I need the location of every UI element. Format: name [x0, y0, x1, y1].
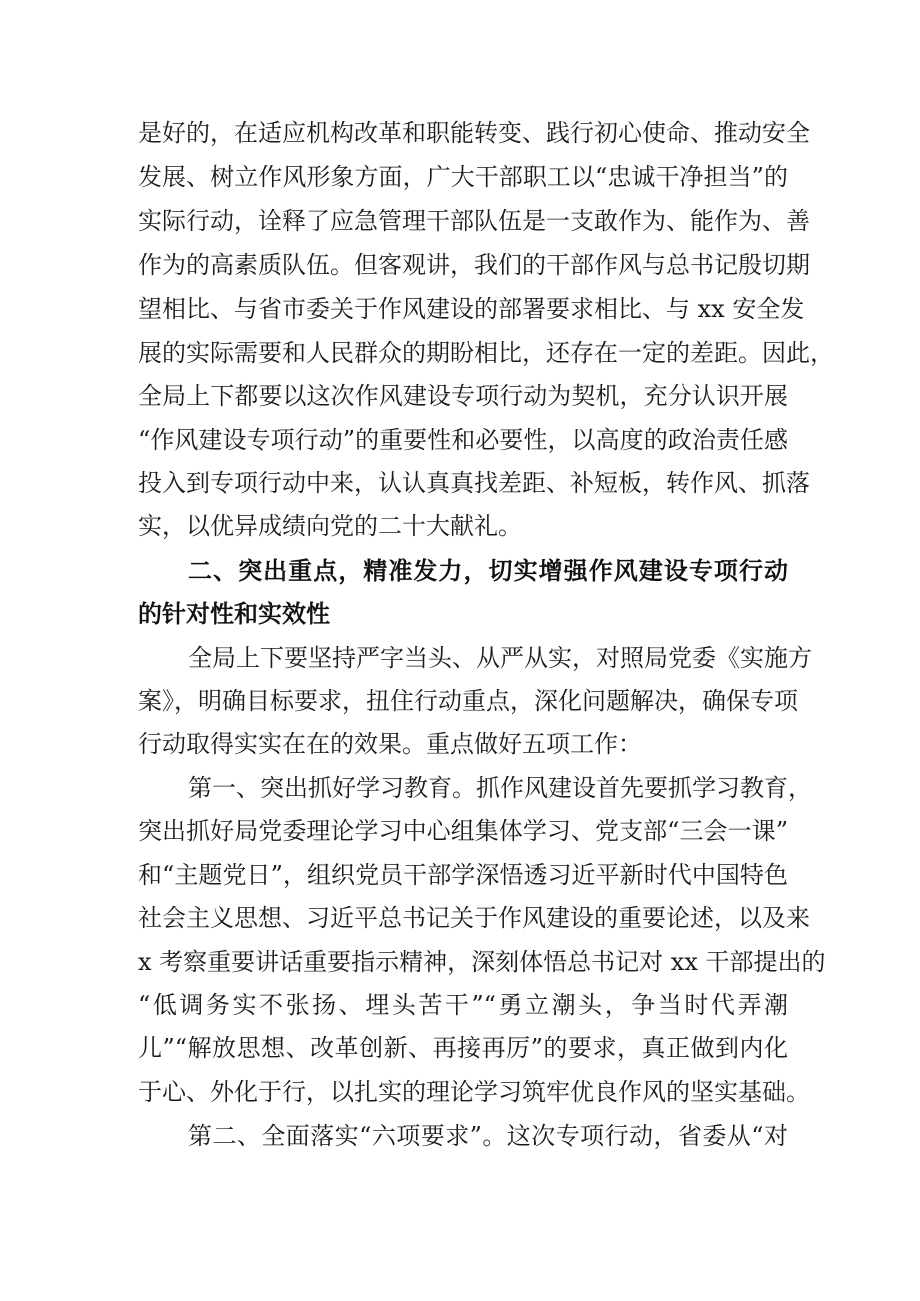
paragraph-line: 和“主题党日”，组织党员干部学深悟透习近平新时代中国特色 [138, 861, 788, 889]
paragraph-line: 望相比、与省市委关于作风建设的部署要求相比、与 xx 安全发 [138, 295, 805, 323]
paragraph-line: 是好的，在适应机构改革和职能转变、践行初心使命、推动安全 [138, 119, 810, 147]
paragraph-line: 行动取得实实在在的效果。重点做好五项工作： [138, 730, 642, 758]
paragraph-line: 发展、树立作风形象方面，广大干部职工以“忠诚干净担当”的 [138, 163, 788, 191]
paragraph-line: 投入到专项行动中来，认认真真找差距、补短板，转作风、抓落 [138, 469, 810, 497]
paragraph-line: 社会主义思想、习近平总书记关于作风建设的重要论述，以及来 [138, 904, 810, 932]
paragraph-line: 全局上下要坚持严字当头、从严从实，对照局党委《实施方 [188, 644, 812, 672]
paragraph-line: 第二、全面落实“六项要求”。这次专项行动，省委从“对 [188, 1122, 788, 1150]
paragraph-line: 儿”“解放思想、改革创新、再接再厉”的要求，真正做到内化 [138, 1034, 788, 1062]
paragraph-line: “作风建设专项行动”的重要性和必要性，以高度的政治责任感 [138, 426, 788, 454]
section-heading: 的针对性和实效性 [138, 600, 330, 628]
section-heading: 二、突出重点，精准发力，切实增强作风建设专项行动 [188, 557, 788, 585]
paragraph-line: x 考察重要讲话重要指示精神，深刻体悟总书记对 xx 干部提出的 [138, 948, 826, 976]
paragraph-line: 实际行动，诠释了应急管理干部队伍是一支敢作为、能作为、善 [138, 207, 810, 235]
paragraph-line: 案》，明确目标要求，扭住行动重点，深化问题解决，确保专项 [138, 687, 798, 715]
paragraph-line: “低调务实不张扬、埋头苦干”“勇立潮头，争当时代弄潮 [138, 991, 788, 1019]
paragraph-line: 第一、突出抓好学习教育。抓作风建设首先要抓学习教育， [188, 774, 812, 802]
paragraph-line: 实，以优异成绩向党的二十大献礼。 [138, 512, 522, 540]
paragraph-line: 作为的高素质队伍。但客观讲，我们的干部作风与总书记殷切期 [138, 251, 810, 279]
paragraph-line: 全局上下都要以这次作风建设专项行动为契机，充分认识开展 [138, 382, 788, 410]
paragraph-line: 展的实际需要和人民群众的期盼相比，还存在一定的差距。因此， [138, 339, 834, 367]
paragraph-line: 于心、外化于行，以扎实的理论学习筑牢优良作风的坚实基础。 [138, 1078, 810, 1106]
paragraph-line: 突出抓好局党委理论学习中心组集体学习、党支部“三会一课” [138, 817, 788, 845]
